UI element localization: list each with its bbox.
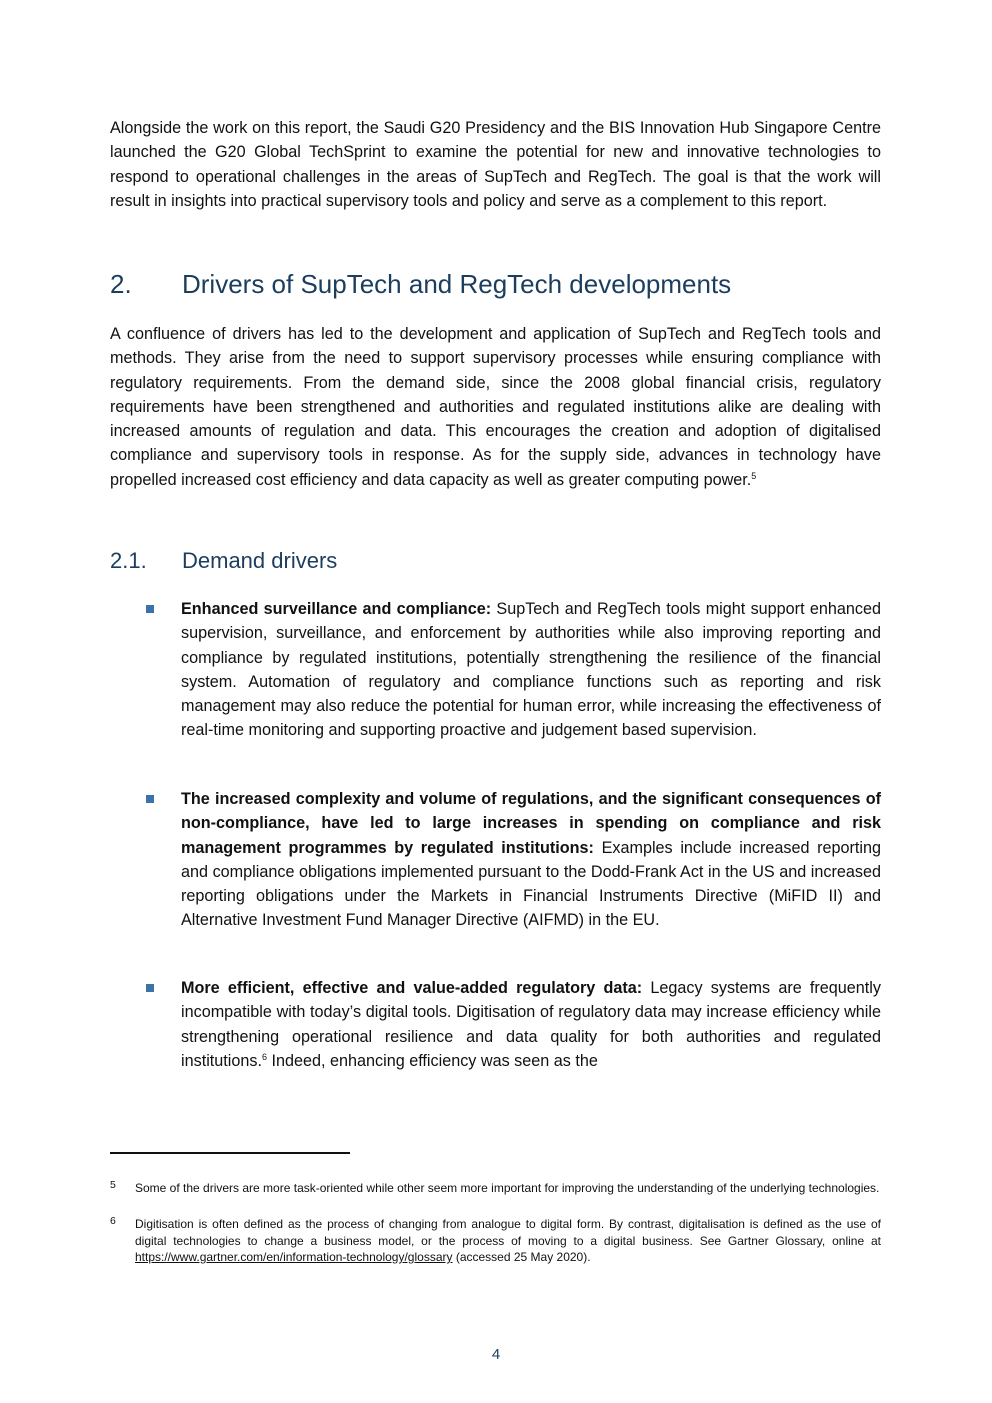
footnote-divider (110, 1152, 350, 1154)
bullet-item (181, 787, 881, 933)
subsection-title: Demand drivers (182, 548, 338, 573)
bullet-square-icon (146, 984, 154, 992)
section-number: 2. (110, 269, 132, 299)
footnote-5 (110, 1180, 881, 1197)
footnote-number: 6 (110, 1215, 116, 1227)
footnote-text-block (135, 1216, 881, 1266)
page-number: 4 (491, 1346, 501, 1363)
section-paragraph (110, 322, 881, 492)
bullet-bold-lead: The increased complexity and volume of regulations, and the significant consequences of non-compliance, have led to large increases in spending on compliance and risk management programmes by regulated institutions: (181, 790, 881, 857)
subsection-heading (110, 546, 337, 576)
gartner-glossary-link[interactable]: https://www.gartner.com/en/information-technology/glossary (135, 1250, 453, 1264)
subsection-number: 2.1. (110, 548, 147, 573)
bullet-square-icon (146, 605, 154, 613)
footnote-text-continued: (accessed 25 May 2020). (452, 1250, 591, 1264)
section-heading (110, 266, 731, 302)
bullet-text: Examples include increased reporting and compliance obligations implemented pursuant to the Dodd-Frank Act in the US and increased reporting obligations under the Markets in Financial Instruments Directive (MiFID II) and Alternative Investment Fund Manager Directive (AIFMD) in the EU. (181, 838, 882, 930)
footnote-number: 5 (110, 1179, 116, 1191)
bullet-item (181, 597, 881, 743)
footnote-6 (110, 1216, 881, 1266)
bullet-bold-lead: Enhanced surveillance and compliance: (181, 600, 492, 618)
bullet-text-continued: Indeed, enhancing efficiency was seen as the (267, 1051, 598, 1070)
footnote-text: Some of the drivers are more task-oriented while other seem more important for improving the understanding of the underlying technologies. (135, 1181, 880, 1195)
bullet-text: Legacy systems are frequently incompatible with today’s digital tools. Digitisation of regulatory data may increase efficiency while strengthening operational resilience and data quality for both authorities and regulated institutions. (181, 979, 881, 1070)
section-paragraph-text: A confluence of drivers has led to the development and application of SupTech and RegTech tools and methods. They arise from the need to support supervisory processes while ensuring compliance with regulatory requirements. From the demand side, since the 2008 global financial crisis, regulatory requirements have been strengthened and authorities and regulated institutions alike are dealing with increased amounts of regulation and data. This encourages the creation and adoption of digitalised compliance and supervisory tools in response. As for the supply side, advances in technology have propelled increased cost efficiency and data capacity as well as greater computing power. (110, 325, 881, 489)
bullet-item (181, 976, 881, 1073)
bullet-bold-lead: More efficient, effective and value-added regulatory data: (181, 979, 643, 997)
footnote-ref-5[interactable]: 5 (751, 470, 757, 481)
bullet-text: SupTech and RegTech tools might support enhanced supervision, surveillance, and enforcement by authorities while also improving reporting and compliance by regulated institutions, potentially strengthening the resilience of the financial system. Automation of regulatory and compliance functions such as reporting and risk management may also reduce the potential for human error, while increasing the effectiveness of real-time monitoring and supporting proactive and judgement based supervision. (181, 600, 881, 740)
section-title: Drivers of SupTech and RegTech developments (182, 269, 732, 299)
intro-paragraph: Alongside the work on this report, the Saudi G20 Presidency and the BIS Innovation Hub Singapore Centre launched the G20 Global TechSprint to examine the potential for new and innovative technologies to respond to operational challenges in the areas of SupTech and RegTech. The goal is that the work will result in insights into practical supervisory tools and policy and serve as a complement to this report. (110, 119, 881, 210)
footnote-ref-6[interactable]: 6 (261, 1051, 267, 1062)
bullet-square-icon (146, 795, 154, 803)
footnote-text: Digitisation is often defined as the process of changing from analogue to digital form. By contrast, digitalisation is defined as the use of digital technologies to change a business model, or the process of moving to a digital business. See Gartner Glossary, online at (135, 1217, 881, 1248)
